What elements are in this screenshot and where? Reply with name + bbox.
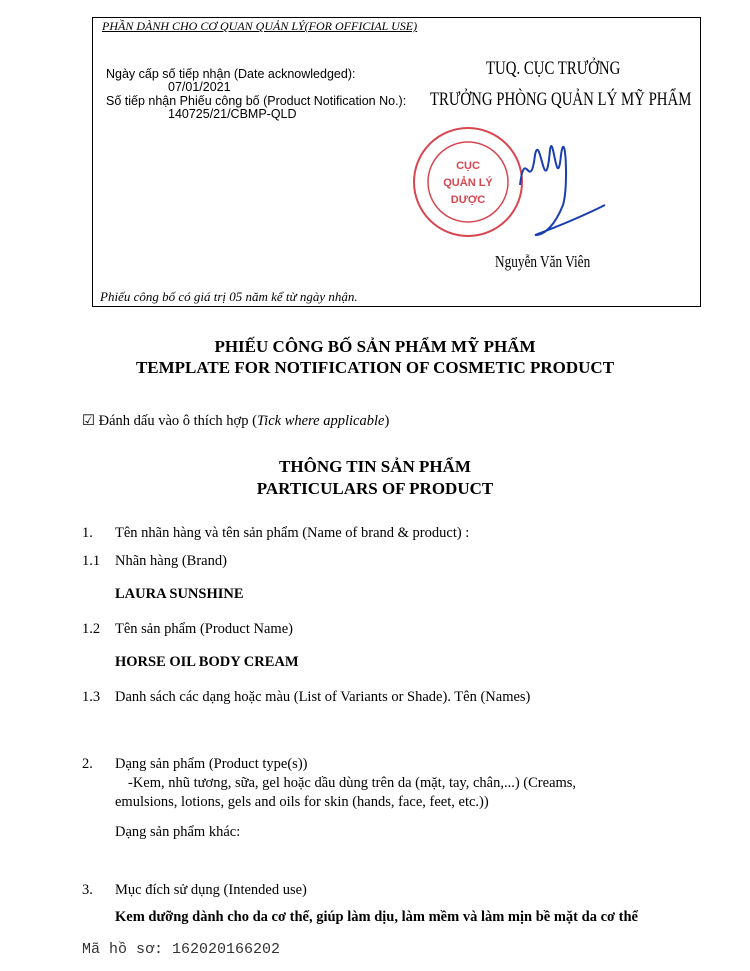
title-en: TEMPLATE FOR NOTIFICATION OF COSMETIC PRODUCT bbox=[135, 358, 615, 377]
svg-text:DƯỢC: DƯỢC bbox=[450, 194, 486, 206]
item-number: 1.2 bbox=[82, 621, 101, 637]
date-value: 07/01/2021 bbox=[168, 80, 231, 94]
date-label: Ngày cấp số tiếp nhận (Date acknowledged): bbox=[106, 67, 356, 81]
notification-number: 140725/21/CBMP-QLD bbox=[168, 107, 297, 121]
product-type-line-2: emulsions, lotions, gels and oils for skin (hands, face, feet, etc.)) bbox=[115, 794, 489, 810]
file-code: Mã hồ sơ: 162020166202 bbox=[82, 941, 281, 958]
svg-text:QUẢN LÝ: QUẢN LÝ bbox=[443, 177, 493, 189]
item-number: 1.1 bbox=[82, 553, 101, 569]
item-number: 3. bbox=[82, 882, 93, 898]
item-1-label: Tên nhãn hàng và tên sản phẩm (Name of brand & product) : bbox=[115, 525, 470, 541]
checkbox-checked-icon: ☑ bbox=[82, 413, 95, 429]
signer-title-2: TRƯỞNG PHÒNG QUẢN LÝ MỸ PHẨM bbox=[430, 89, 692, 110]
title-vi: PHIẾU CÔNG BỐ SẢN PHẨM MỸ PHẨM bbox=[214, 337, 536, 356]
stamp-icon bbox=[414, 128, 522, 236]
product-type-line-1: -Kem, nhũ tương, sữa, gel hoặc dầu dùng trên da (mặt, tay, chân,...) (Creams, bbox=[128, 775, 577, 791]
brand-label: Nhãn hàng (Brand) bbox=[115, 553, 227, 569]
official-header: PHẦN DÀNH CHO CƠ QUAN QUẢN LÝ(FOR OFFICIAL USE) bbox=[102, 19, 418, 33]
tick-note: ☑ Đánh dấu vào ô thích hợp (Tick where applicable) bbox=[82, 413, 390, 429]
intended-use-label: Mục đích sử dụng (Intended use) bbox=[115, 882, 307, 898]
svg-text:CỤC: CỤC bbox=[456, 160, 480, 172]
signer-title-1: TUQ. CỤC TRƯỞNG bbox=[486, 58, 621, 79]
section-title-en: PARTICULARS OF PRODUCT bbox=[256, 479, 494, 498]
signer-name: Nguyễn Văn Viên bbox=[495, 252, 591, 271]
item-number: 2. bbox=[82, 756, 93, 772]
validity-note: Phiếu công bố có giá trị 05 năm kể từ ngày nhận. bbox=[100, 289, 358, 304]
other-product-type-label: Dạng sản phẩm khác: bbox=[115, 824, 241, 840]
product-type-label: Dạng sản phẩm (Product type(s)) bbox=[115, 756, 308, 772]
variants-label: Danh sách các dạng hoặc màu (List of Variants or Shade). Tên (Names) bbox=[115, 689, 531, 705]
section-title-vi: THÔNG TIN SẢN PHẨM bbox=[279, 457, 471, 476]
signature-icon bbox=[520, 146, 605, 235]
item-number: 1.3 bbox=[82, 689, 101, 705]
product-name-label: Tên sản phẩm (Product Name) bbox=[115, 621, 293, 637]
intended-use-value: Kem dưỡng dành cho da cơ thể, giúp làm dịu, làm mềm và làm mịn bề mặt da cơ thể bbox=[115, 909, 638, 925]
notification-label: Số tiếp nhận Phiếu công bố (Product Notification No.): bbox=[106, 94, 407, 108]
item-number: 1. bbox=[82, 525, 93, 541]
product-name-value: HORSE OIL BODY CREAM bbox=[115, 654, 299, 670]
stamp-and-signature bbox=[385, 125, 625, 245]
brand-value: LAURA SUNSHINE bbox=[115, 586, 244, 602]
